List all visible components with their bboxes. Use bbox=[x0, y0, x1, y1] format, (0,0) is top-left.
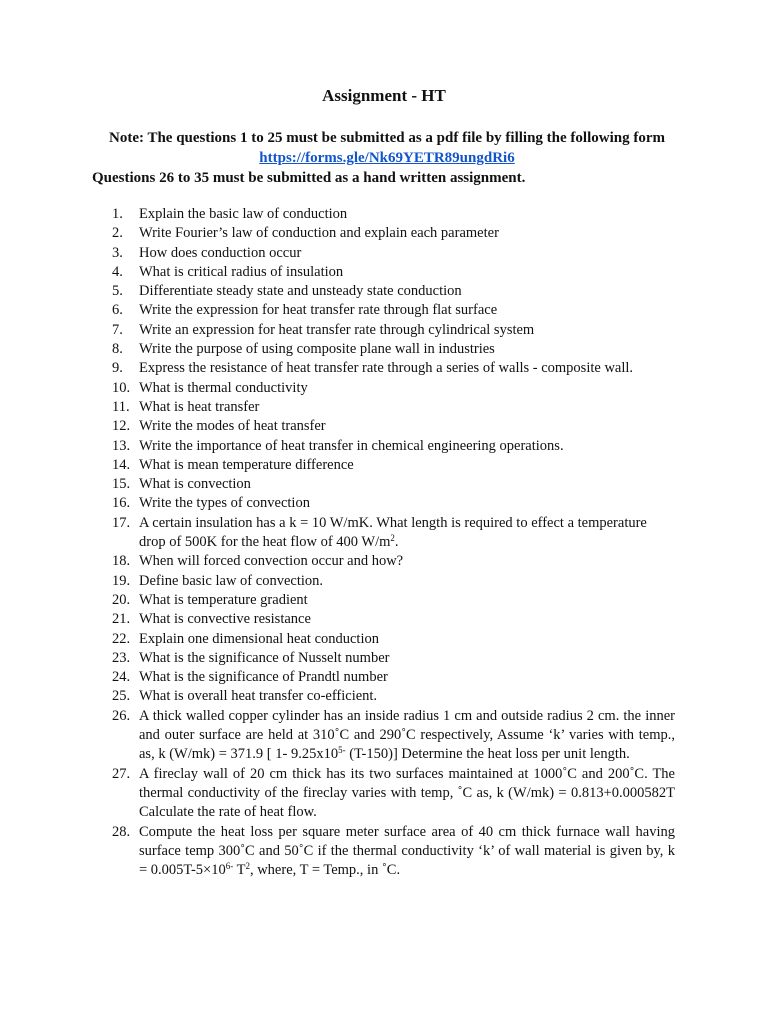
note-text: Note: The questions 1 to 25 must be submitted as a pdf file by filling the following form bbox=[109, 130, 665, 146]
list-item bbox=[0, 437, 768, 456]
question-list bbox=[0, 205, 768, 880]
question-number: 14. bbox=[112, 456, 131, 473]
question-text: Write Fourier’s law of conduction and explain each parameter bbox=[139, 225, 499, 242]
question-text: What is temperature gradient bbox=[139, 591, 308, 608]
question-text-part: T bbox=[233, 862, 246, 879]
list-item bbox=[0, 205, 768, 224]
list-item bbox=[0, 301, 768, 320]
question-text: What is heat transfer bbox=[139, 398, 260, 415]
question-number: 25. bbox=[112, 688, 131, 705]
question-text: A fireclay wall of 20 cm thick has its two surfaces maintained at 1000˚C and 200˚C. The thermal conductivity of the fireclay varies with temp, ˚C as, k (W/mk) = 0.813+0.000582T Calculate the rate of heat flow. bbox=[139, 765, 675, 821]
question-text: Write the modes of heat transfer bbox=[139, 418, 326, 435]
list-item bbox=[0, 417, 768, 436]
question-text: What is critical radius of insulation bbox=[139, 263, 344, 280]
list-item bbox=[0, 630, 768, 649]
question-number: 10. bbox=[112, 379, 131, 396]
question-text: What is convection bbox=[139, 476, 251, 493]
question-text: Express the resistance of heat transfer rate through a series of walls - composite wall. bbox=[139, 360, 634, 377]
list-item bbox=[0, 765, 768, 823]
question-text: What is convective resistance bbox=[139, 611, 311, 628]
question-number: 23. bbox=[112, 649, 131, 666]
list-item bbox=[0, 649, 768, 668]
question-text: Write an expression for heat transfer rate through cylindrical system bbox=[139, 321, 535, 338]
question-number: 16. bbox=[112, 495, 131, 512]
question-number: 15. bbox=[112, 476, 131, 493]
superscript: 2 bbox=[245, 861, 250, 872]
question-number: 18. bbox=[112, 553, 131, 570]
question-text-part: . bbox=[394, 534, 399, 551]
question-number: 26. bbox=[112, 707, 131, 724]
question-number: 21. bbox=[112, 611, 131, 628]
list-item bbox=[0, 610, 768, 629]
question-number: 3. bbox=[112, 244, 123, 261]
list-item bbox=[0, 359, 768, 378]
list-item bbox=[0, 514, 768, 553]
question-number: 28. bbox=[112, 823, 131, 840]
list-item bbox=[0, 340, 768, 359]
question-text: Write the types of convection bbox=[139, 495, 310, 512]
question-text: Write the expression for heat transfer rate through flat surface bbox=[139, 302, 498, 319]
question-number: 1. bbox=[112, 206, 123, 222]
list-item bbox=[0, 244, 768, 263]
list-item bbox=[0, 263, 768, 282]
list-item bbox=[0, 224, 768, 243]
question-text: How does conduction occur bbox=[139, 244, 302, 261]
question-number: 5. bbox=[112, 283, 123, 300]
question-text: Define basic law of convection. bbox=[139, 572, 323, 589]
question-number: 7. bbox=[112, 321, 123, 338]
question-number: 22. bbox=[112, 630, 131, 647]
question-text-part: A thick walled copper cylinder has an inside radius 1 cm and outside radius 2 cm. the inner and outer surface are held at 310˚C and 290˚C respectively, Assume ‘k’ varies with temp., as, k (W/mk) = 371.9 [ 1- 9.25x10 bbox=[139, 707, 675, 763]
list-item bbox=[0, 456, 768, 475]
question-text: What is mean temperature difference bbox=[139, 456, 354, 473]
form-link[interactable]: https://forms.gle/Nk69YETR89ungdRi6 bbox=[259, 150, 515, 166]
question-text: Differentiate steady state and unsteady state conduction bbox=[139, 283, 462, 300]
list-item bbox=[0, 379, 768, 398]
list-item bbox=[0, 475, 768, 494]
question-text-part: , where, T = Temp., in ˚C. bbox=[249, 862, 401, 879]
list-item bbox=[0, 687, 768, 706]
question-number: 20. bbox=[112, 591, 131, 608]
page-title: Assignment - HT bbox=[322, 86, 446, 105]
list-item bbox=[0, 572, 768, 591]
question-text: What is thermal conductivity bbox=[139, 379, 308, 396]
question-text bbox=[139, 823, 675, 881]
question-text-part: Compute the heat loss per square meter surface area of 40 cm thick furnace wall having surface temp 300˚C and 50˚C if the thermal conductivity ‘k’ of wall material is given by, k = 0.005T-5×10 bbox=[139, 823, 675, 879]
question-number: 24. bbox=[112, 669, 131, 686]
question-number: 27. bbox=[112, 765, 131, 782]
submission-note bbox=[92, 128, 682, 168]
question-text: When will forced convection occur and how? bbox=[139, 553, 404, 570]
question-text bbox=[139, 514, 675, 553]
question-number: 4. bbox=[112, 263, 123, 280]
list-item bbox=[0, 494, 768, 513]
question-text: Explain one dimensional heat conduction bbox=[139, 630, 379, 647]
question-number: 8. bbox=[112, 341, 123, 358]
question-text: Explain the basic law of conduction bbox=[139, 206, 348, 222]
question-number: 9. bbox=[112, 360, 123, 377]
question-text-part: (T-150)] Determine the heat loss per unit length. bbox=[345, 746, 630, 763]
question-text: What is the significance of Prandtl number bbox=[139, 669, 388, 686]
list-item bbox=[0, 552, 768, 571]
question-text bbox=[139, 707, 675, 765]
list-item bbox=[0, 591, 768, 610]
question-number: 12. bbox=[112, 418, 131, 435]
question-number: 11. bbox=[112, 398, 130, 415]
question-number: 2. bbox=[112, 225, 123, 242]
list-item bbox=[0, 282, 768, 301]
question-number: 6. bbox=[112, 302, 123, 319]
question-text: What is the significance of Nusselt number bbox=[139, 649, 390, 666]
handwritten-instruction: Questions 26 to 35 must be submitted as a hand written assignment. bbox=[92, 170, 526, 186]
question-number: 13. bbox=[112, 437, 131, 454]
list-item bbox=[0, 707, 768, 765]
superscript: 5- bbox=[338, 745, 346, 756]
list-item bbox=[0, 668, 768, 687]
superscript: 2 bbox=[390, 533, 395, 544]
question-text: Write the purpose of using composite plane wall in industries bbox=[139, 341, 495, 358]
question-number: 19. bbox=[112, 572, 131, 589]
superscript: 6- bbox=[225, 861, 234, 872]
list-item bbox=[0, 321, 768, 340]
question-number: 17. bbox=[112, 514, 131, 531]
question-text: What is overall heat transfer co-efficient. bbox=[139, 688, 378, 705]
question-text-part: A certain insulation has a k = 10 W/mK. What length is required to effect a temperature drop of 500K for the heat flow of 400 W/m bbox=[139, 514, 647, 551]
list-item bbox=[0, 398, 768, 417]
question-text: Write the importance of heat transfer in chemical engineering operations. bbox=[139, 437, 564, 454]
list-item bbox=[0, 823, 768, 881]
